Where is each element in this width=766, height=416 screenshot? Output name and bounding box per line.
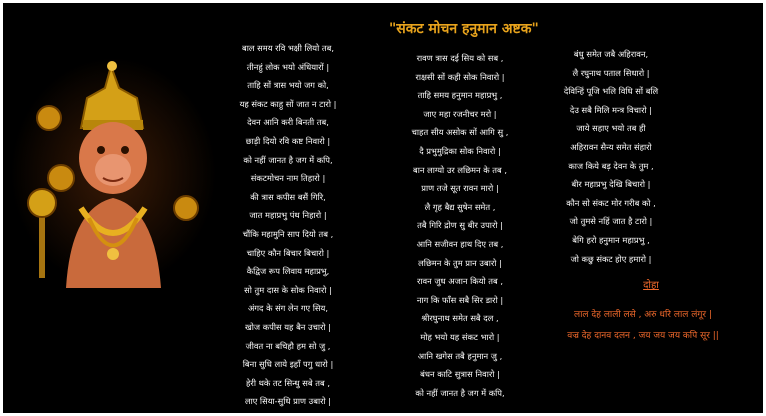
verse-line: हेरी थके तट सिन्धु सबे तब , <box>246 377 330 388</box>
verse-line: देउ सबै मिलि मन्त्र विचारो | <box>569 104 653 115</box>
verse-line: अहिरावन सैन्य समेत संहारो <box>570 141 652 152</box>
verse-line: देवन आनि करी बिनती तब, <box>247 117 329 128</box>
verse-column-1 <box>223 39 353 411</box>
verse-line: कौन सो संकट मोर गरीब को , <box>566 197 656 208</box>
verse-line: जात महाप्रभु पंथ निहारो | <box>249 210 327 221</box>
verse-line: कैद्विज रूप लिवाय महाप्रभु, <box>246 266 330 277</box>
verse-line: अंगद के संग लेन गए सिय, <box>248 303 328 314</box>
poster <box>3 3 763 413</box>
verse-line: लै गृह बैद्य सुषेन समेत , <box>424 201 496 212</box>
hanuman-illustration <box>11 58 216 288</box>
verse-line: की त्रास कपीस बसैं गिरि, <box>250 191 326 202</box>
verse-line: देविन्हिं पूजि भलि विधि सों बलि <box>563 86 659 97</box>
doha-verse <box>543 305 743 347</box>
verse-line: रावण त्रास दई सिय को सब , <box>416 53 504 63</box>
verse-line: छाड़ी दियो रवि कष्ट निवारो | <box>245 135 331 146</box>
verse-line: यह संकट काहु सों जात न टारो | <box>239 98 337 109</box>
verse-line: जीवत ना बचिहौ हम सो जु , <box>245 340 331 351</box>
verse-line: को नहीं जानत है जग में कपि, <box>415 387 505 398</box>
verse-line: राक्षसी सों कही सोक निवारो | <box>415 71 505 82</box>
verse-line: लाए सिया-सुधि प्राण उबारो | <box>244 396 332 407</box>
verse-line: बान लाग्यो उर लछिमन के तब , <box>413 164 507 175</box>
doha-line: वज्र देह दानव दलन , जय जय जय कपि सूर || <box>567 331 719 341</box>
verse-line: चाहत सीय असोक सों आगि सु , <box>411 127 509 138</box>
verse-line: ताहि सों त्रास भयो जग को, <box>247 80 329 91</box>
verse-line: मोह भयो यह संकट भारो | <box>420 331 500 342</box>
doha-heading: दोहा <box>643 280 659 291</box>
verse-line: सो तुम दास के सोक निवारो | <box>244 284 332 295</box>
verse-line: श्रीरघुनाथ समेत सबै दल , <box>421 313 499 324</box>
verse-line: जो तुमसे नहिं जात है टारो | <box>569 216 653 227</box>
verse-line: तबै गिरि द्रोण सु बीर उपारो | <box>417 220 503 231</box>
verse-line: रावन जुध अजान कियो तब , <box>416 276 504 287</box>
verse-line: बंधु समेत जबै अहिरावन, <box>573 49 649 59</box>
verse-line: खोज कपीस यह बैन उचारो | <box>245 321 331 332</box>
verse-line: आनि सजीवन हाथ दिए तब , <box>416 238 504 249</box>
verse-line: जाये सहाए भयो तब ही <box>576 123 646 134</box>
verse-line: ताहि समय हनुमान महाप्रभु , <box>417 90 503 101</box>
verse-line: को नहीं जानत है जग में कपि, <box>243 154 333 165</box>
verse-line: दै प्रभुमुद्रिका सोक निवारो | <box>419 145 501 156</box>
verse-column-2 <box>395 49 525 402</box>
verse-line: चौंकि महामुनि साप दियो तब , <box>242 228 334 239</box>
verse-column-3 <box>541 45 681 268</box>
verse-line: बेगि हरो हनुमान महाप्रभु , <box>572 234 650 245</box>
verse-line: बाल समय रवि भक्षी लियो तब, <box>241 43 334 53</box>
verse-line: आनि खगेस तबै हनुमान जु , <box>417 350 503 361</box>
page-title: "संकट मोचन हनुमान अष्टक" <box>389 21 539 37</box>
verse-line: नाग कि फाँस सबै सिर डारो | <box>416 294 504 305</box>
verse-line: प्राण तजे सूत रावन मारो | <box>421 183 499 194</box>
verse-line: बिना सुधि लाये इहाँ पगु धारो | <box>242 359 334 370</box>
verse-line: लछिमन के तुम प्रान उबारो | <box>418 257 502 268</box>
verse-line: लै रघुनाथ पताल सिधारो | <box>572 67 650 78</box>
verse-line: जाए महा रजनीचर मरो | <box>423 108 497 119</box>
verse-line: बंधन काटि सुत्रास निवारो | <box>420 369 500 380</box>
verse-line: जो कछु संकट होए हमारो | <box>570 253 652 264</box>
verse-line: बीर महाप्रभु देखि बिचारो | <box>571 179 651 190</box>
verse-line: चाहिए कौन बिचार बिचारो | <box>246 247 330 258</box>
doha-line: लाल देह लाली लसे , अरु धरि लाल लंगूर | <box>574 310 712 320</box>
verse-line: तीनहुं लोक भयो अंधियारों | <box>246 61 330 72</box>
verse-line: काज किये बड़ देवन के तुम , <box>568 160 654 171</box>
verse-line: संकटमोचन नाम तिहारो | <box>250 173 326 184</box>
